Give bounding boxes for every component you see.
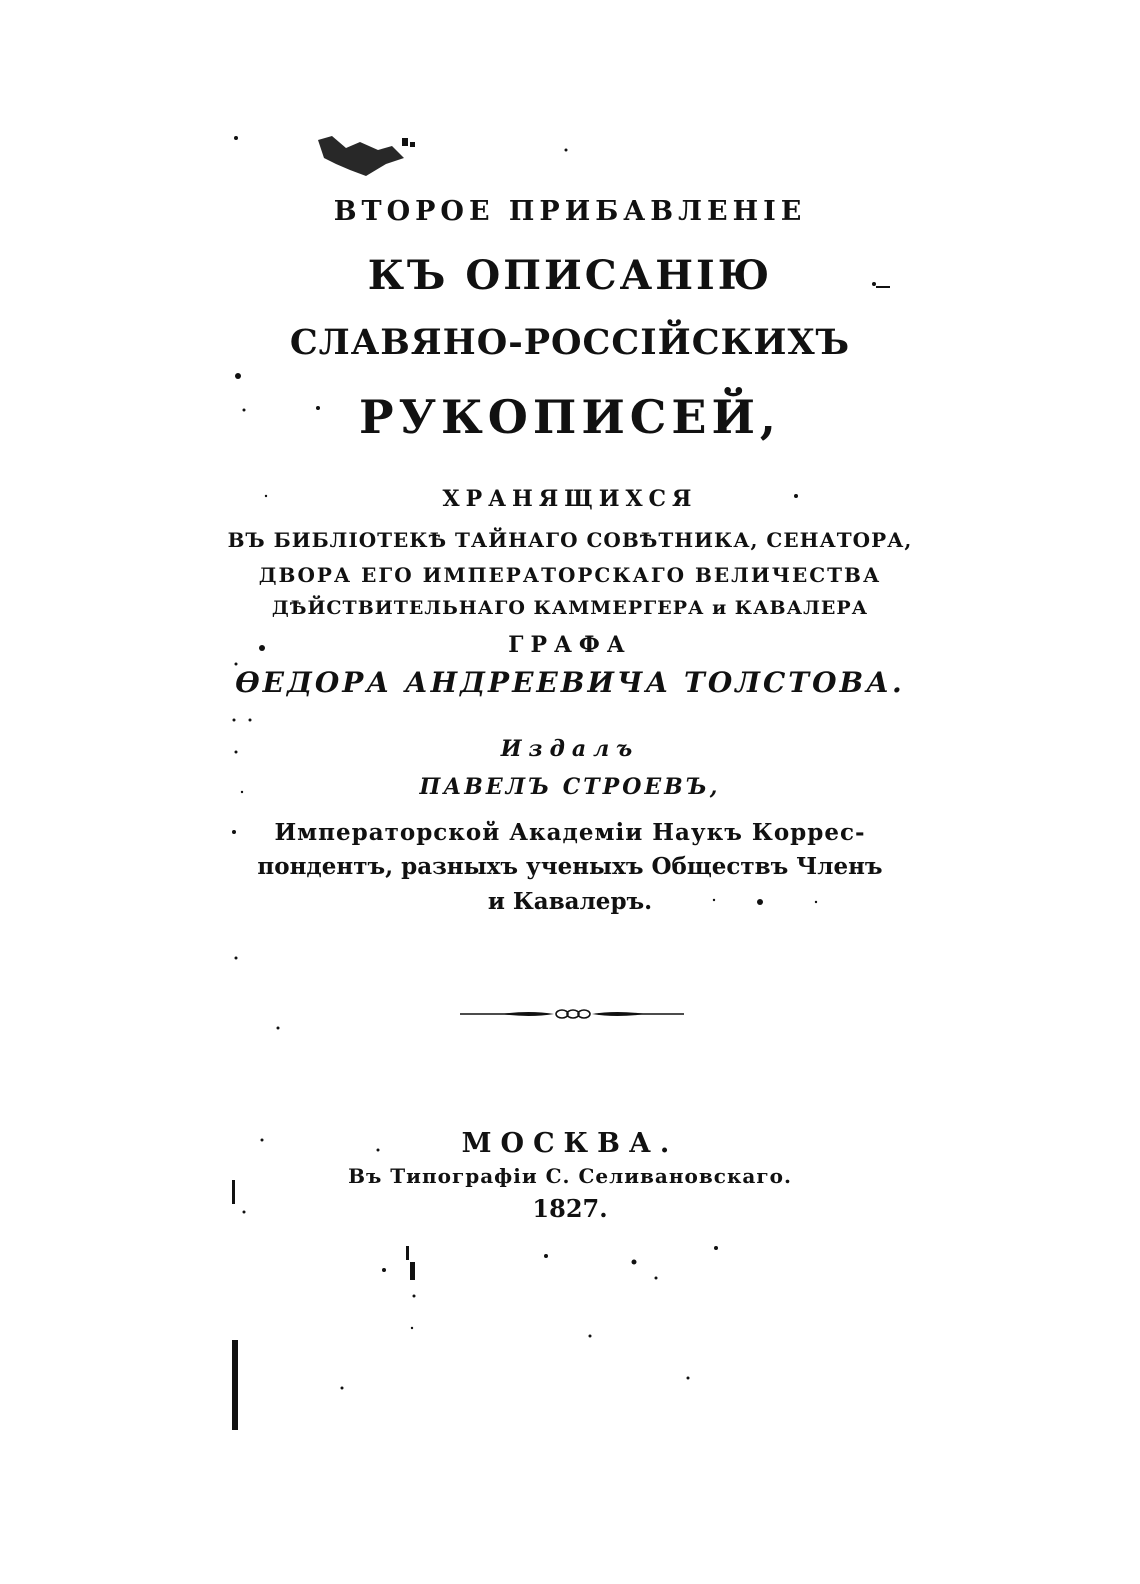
imprint-city: МОСКВА. [461,1128,679,1159]
editor-credentials-1: Императорской Академiи Наукъ Коррес- [274,819,866,846]
imprint-year: 1827. [532,1194,608,1223]
title-line-1: ВТОРОЕ ПРИБАВЛЕНIЕ [333,196,807,227]
owner-title: ГРАФА [508,632,632,658]
owner-name: ѲЕДОРА АНДРЕЕВИЧА ТОЛСТОВА. [235,666,905,699]
title-line-3: СЛАВЯНО-РОССIЙСКИХЪ [289,322,851,363]
subtitle-line-2: ВЪ БИБЛIОТЕКѢ ТАЙНАГО СОВѢТНИКА, СЕНАТОРА, [227,528,913,552]
subtitle-line-1: ХРАНЯЩИХСЯ [442,486,698,512]
subtitle-line-3: ДВОРА ЕГО ИМПЕРАТОРСКАГО ВЕЛИЧЕСТВА [258,563,882,587]
editor-name: ПАВЕЛЪ СТРОЕВЪ, [419,774,721,800]
publisher-label: Издалъ [500,736,640,762]
title-line-2: КЪ ОПИСАНIЮ [367,252,773,299]
editor-credentials-3: и Кавалеръ. [487,888,653,915]
editor-credentials-2: пондентъ, разныхъ ученыхъ Обществъ Членъ [257,853,883,880]
title-line-4: РУКОПИСЕЙ, [359,390,781,444]
subtitle-line-4: ДѢЙСТВИТЕЛЬНАГО КАММЕРГЕРА и КАВАЛЕРА [271,597,869,619]
imprint-printer: Въ Типографiи С. Селивановскаго. [348,1164,792,1188]
